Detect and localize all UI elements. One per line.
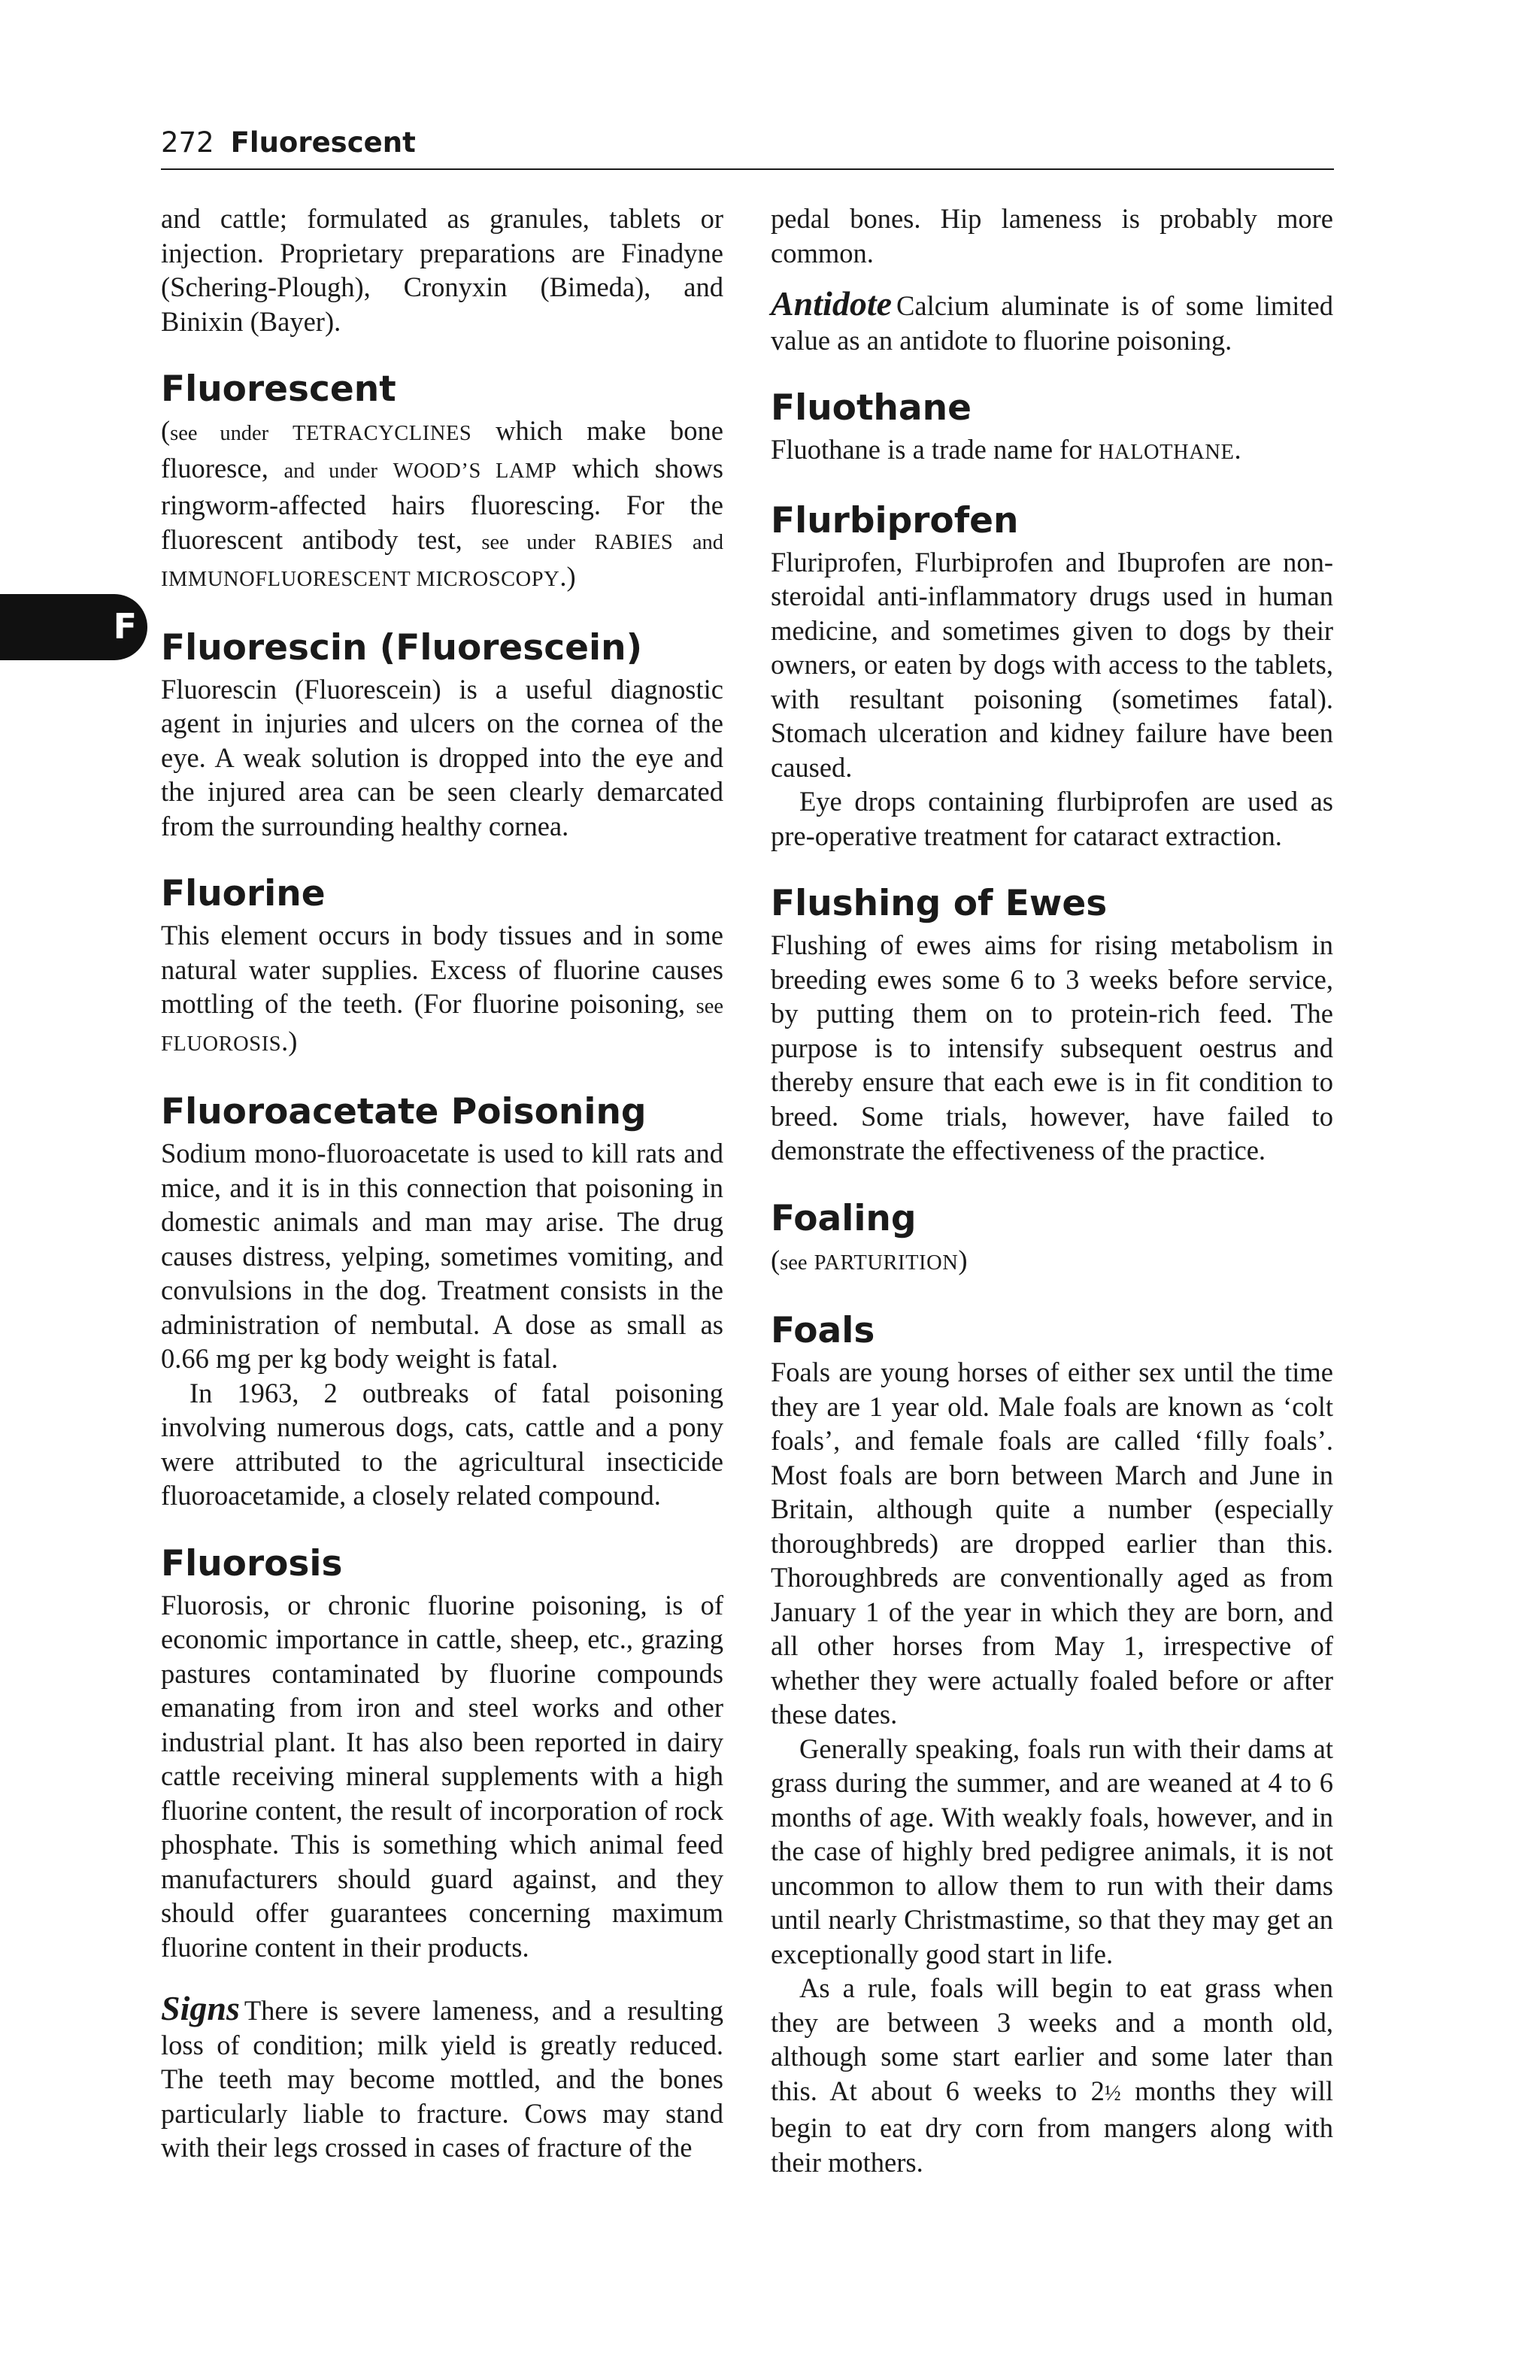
entry-continuation xyxy=(161,202,723,338)
entry-text: This element occurs in body tissues and in some natural water supplies. Excess of fluorine causes mottling of the teeth. (For fluorine poisoning, see FLUOROSIS.) xyxy=(161,920,723,1057)
entry-flushing-of-ewes xyxy=(771,883,1333,1168)
cross-reference: RABIES xyxy=(594,530,674,554)
entry-text: Fluorosis, or chronic fluorine poisoning, is of economic importance in cattle, sheep, etc., grazing pastures contaminated by fluorine compounds emanating from iron and steel works and other industrial plant. It has also been reported in dairy cattle receiving mineral supplements with a high fluorine content, the result of incorporation of rock phosphate. This is something which animal feed manufacturers should guard against, and they should offer guarantees concerning maximum fluorine content in their products. xyxy=(161,1589,723,1963)
entry-text: Generally speaking, foals run with their dams at grass during the summer, and are weaned at 4 to 6 months of age. With weakly foals, however, and in the case of highly bred pedigree animals, it is not uncommon to allow them to run with their dams until nearly Christmastime, so that they may get an exceptionally good start in life. xyxy=(771,1733,1333,1969)
cross-reference: FLUOROSIS xyxy=(161,1032,282,1056)
left-column xyxy=(161,202,723,2165)
entry-heading: Flushing of Ewes xyxy=(771,883,1108,924)
entry-text: (see under TETRACYCLINES which make bone fluoresce, and under WOOD’S LAMP which shows ringworm-affected hairs fluorescing. For the fluorescent antibody test, see under RABIES and IMMUNOFLUORESCENT MICROSCOPY.) xyxy=(161,415,723,592)
entry-subsection-antidote: Antidote Calcium aluminate is of some limited value as an antidote to fluorine poisoning. xyxy=(771,284,1333,356)
entry-text: Fluothane is a trade name for HALOTHANE. xyxy=(771,434,1241,465)
entry-text: Foals are young horses of either sex until the time they are 1 year old. Male foals are known as ‘colt foals’, and female foals are called ‘filly foals’. Most foals are born between March and June in Britain, although quite a number (especially thoroughbreds) are dropped earlier than this. Thoroughbreds are conventionally aged as from January 1 of the year in which they are born, and all other horses from May 1, irrespective of whether they were actually foaled before or after these dates. xyxy=(771,1357,1333,1730)
entry-fluothane xyxy=(771,387,1333,470)
entry-fluorosis xyxy=(161,1543,723,2165)
entry-text: As a rule, foals will begin to eat grass when they are between 3 weeks and a month old, although some start earlier and some later than this. At about 6 weeks to 2½ months they will begin to eat dry corn from mangers along with their mothers. xyxy=(771,1972,1334,2178)
page-number: 272 xyxy=(161,126,214,159)
thumb-index-letter: F xyxy=(113,606,137,647)
thumb-index-tab xyxy=(0,594,147,660)
entry-flurbiprofen xyxy=(771,500,1333,853)
entry-text: (see PARTURITION) xyxy=(771,1244,968,1275)
entry-heading: Fluorescin (Fluorescein) xyxy=(161,626,643,669)
entry-subsection-signs: Signs There is severe lameness, and a resulting loss of condition; milk yield is greatly reduced. The teeth may become mottled, and the bones particularly liable to fracture. Cows may stand with their legs crossed in cases of fracture of the xyxy=(161,1989,723,2163)
entry-fluorine xyxy=(161,873,723,1061)
entry-heading: Fluorine xyxy=(161,873,326,914)
entry-text: In 1963, 2 outbreaks of fatal poisoning involving numerous dogs, cats, cattle and a pony were attributed to the agricultural insecticide fluoroacetamide, a closely related compound. xyxy=(161,1377,723,1511)
entry-fluorescent xyxy=(161,368,723,597)
entry-heading: Fluorosis xyxy=(161,1542,343,1584)
subheading: Antidote xyxy=(771,284,893,323)
entry-text: and cattle; formulated as granules, tablets or injection. Proprietary preparations are Finadyne (Schering-Plough), Cronyxin (Bimeda), and Binixin (Bayer). xyxy=(161,203,723,337)
entry-text: Fluorescin (Fluorescein) is a useful diagnostic agent in injuries and ulcers on the cornea of the eye. A weak solution is dropped into the eye and the injured area can be seen clearly demarcated from the surrounding healthy cornea. xyxy=(161,673,723,841)
running-title: Fluorescent xyxy=(230,126,416,159)
entry-text: pedal bones. Hip lameness is probably more common. xyxy=(771,203,1333,268)
cross-reference: WOOD’S LAMP xyxy=(393,459,557,483)
cross-reference: PARTURITION xyxy=(814,1251,959,1275)
entry-heading: Foals xyxy=(771,1310,875,1351)
entry-foals xyxy=(771,1310,1333,2179)
entry-foaling xyxy=(771,1198,1333,1281)
entry-heading: Fluoroacetate Poisoning xyxy=(161,1091,647,1132)
entry-heading: Flurbiprofen xyxy=(771,499,1019,541)
cross-reference: HALOTHANE xyxy=(1098,441,1235,464)
entry-text: Fluriprofen, Flurbiprofen and Ibuprofen are non-steroidal anti-inflammatory drugs used in human medicine, and sometimes given to dogs by their owners, or eaten by dogs with access to the tablets, with resultant poisoning (sometimes fatal). Stomach ulceration and kidney failure have been caused. xyxy=(771,546,1333,783)
entry-fluoroacetate-poisoning xyxy=(161,1091,723,1513)
entry-fluorescin xyxy=(161,627,723,844)
right-column xyxy=(771,202,1333,2179)
cross-reference: IMMUNOFLUORESCENT MICROSCOPY xyxy=(161,568,560,591)
cross-reference: TETRACYCLINES xyxy=(293,422,472,445)
entry-heading: Fluothane xyxy=(771,387,972,429)
entry-continuation xyxy=(771,202,1333,357)
entry-text: Flushing of ewes aims for rising metabolism in breeding ewes some 6 to 3 weeks before service, by putting them on to protein-rich feed. The purpose is to intensify subsequent oestrus and thereby ensure that each ewe is in fit condition to breed. Some trials, however, have failed to demonstrate the effectiveness of the practice. xyxy=(771,929,1333,1166)
entry-heading: Foaling xyxy=(771,1197,917,1239)
entry-text: Eye drops containing flurbiprofen are used as pre-operative treatment for cataract extraction. xyxy=(771,786,1333,851)
subheading: Signs xyxy=(161,1989,240,2027)
entry-text: Sodium mono-fluoroacetate is used to kill rats and mice, and it is in this connection that poisoning in domestic animals and man may arise. The drug causes distress, yelping, sometimes vomiting, and convulsions in the dog. Treatment consists in the administration of nembutal. A dose as small as 0.66 mg per kg body weight is fatal. xyxy=(161,1138,723,1374)
running-head xyxy=(161,126,1334,170)
entry-heading: Fluorescent xyxy=(161,368,396,410)
